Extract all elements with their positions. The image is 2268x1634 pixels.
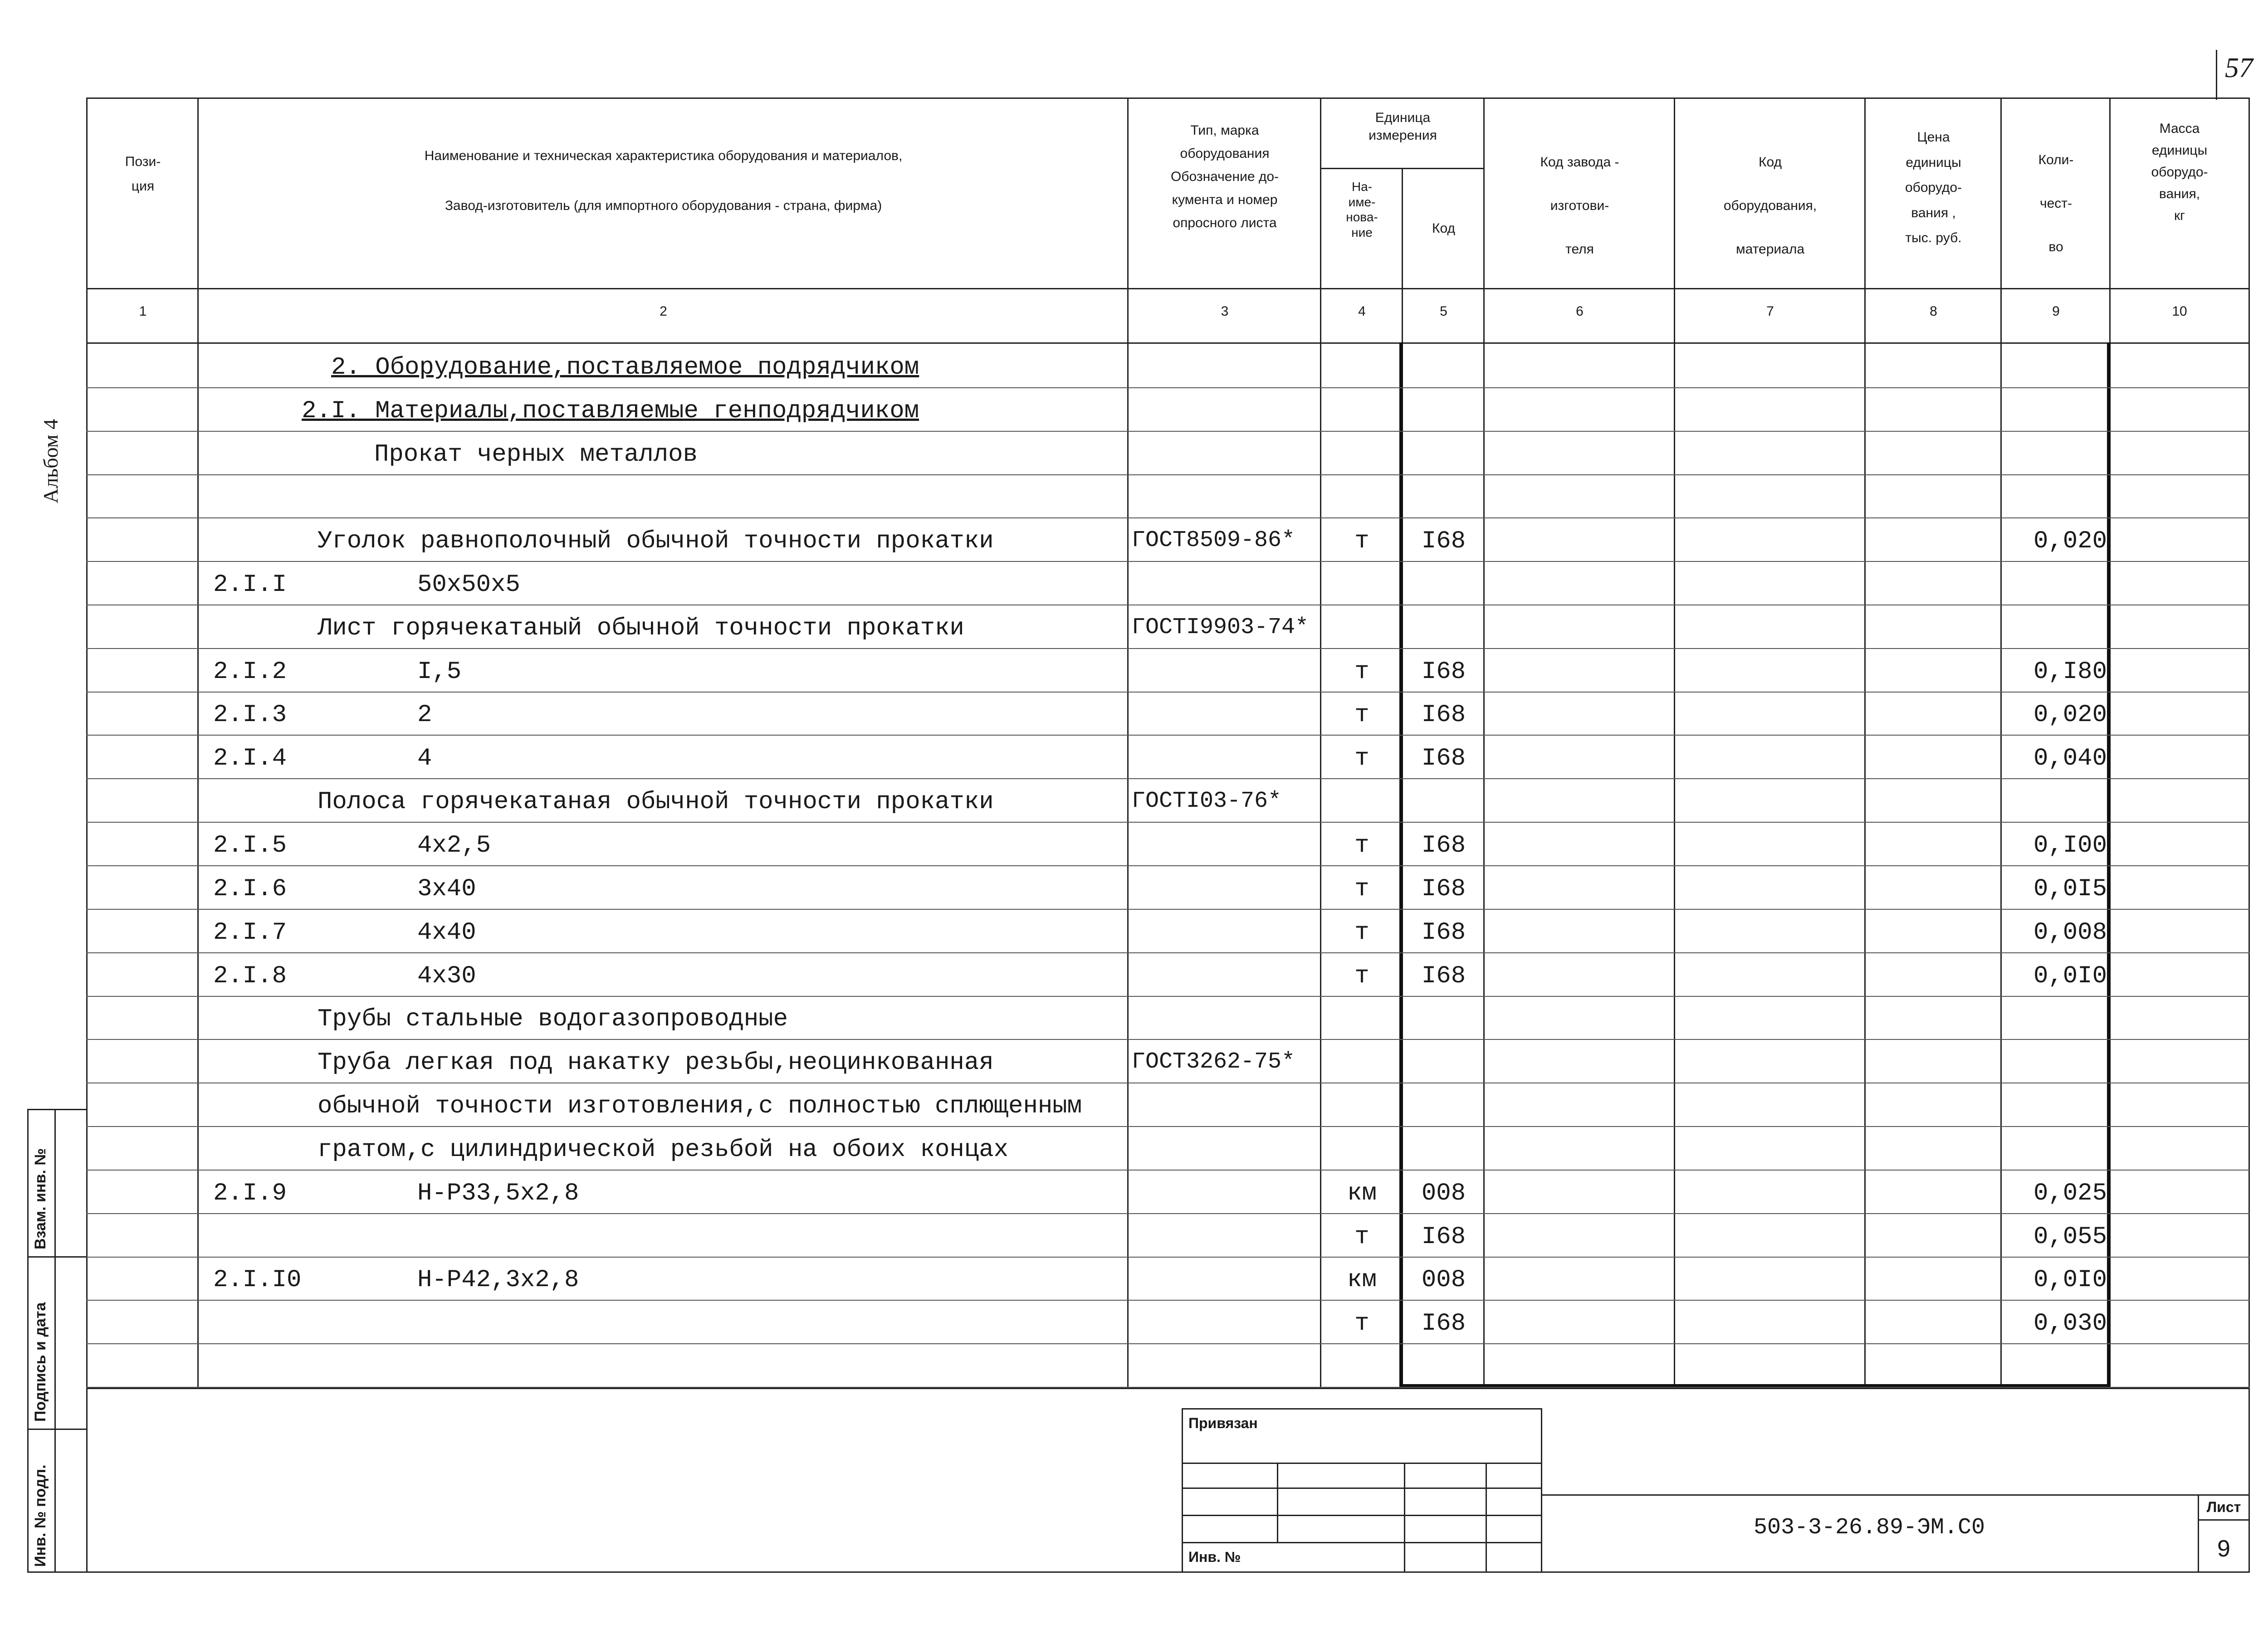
header-bottom-border bbox=[86, 288, 2250, 289]
tb-designation: 503-3-26.89-ЭМ.С0 bbox=[1753, 1515, 1985, 1541]
tb-privyazan: Привязан bbox=[1188, 1415, 1258, 1431]
row-divider bbox=[86, 1300, 2250, 1301]
tb-list-label: Лист bbox=[2206, 1499, 2241, 1515]
stamp-inv-podl: Инв. № подл. bbox=[32, 1464, 49, 1567]
header-col1: Пози- ция bbox=[125, 154, 161, 194]
colnum-10: 10 bbox=[2172, 304, 2187, 319]
tb-right-privyazan bbox=[1541, 1408, 1542, 1571]
row-unit: т bbox=[1354, 527, 1369, 555]
album-label: Альбом 4 bbox=[39, 419, 62, 503]
row-divider bbox=[86, 865, 2250, 866]
row-code: I68 bbox=[1421, 701, 1466, 729]
row-name: гратом,с цилиндрической резьбой на обоих концах bbox=[318, 1136, 1009, 1164]
row-unit: т bbox=[1354, 701, 1369, 729]
row-divider bbox=[86, 1039, 2250, 1040]
tb-list-left bbox=[2198, 1494, 2199, 1571]
row-divider bbox=[86, 1126, 2250, 1127]
stamp-sep-2 bbox=[27, 1429, 86, 1430]
tb-list-number: 9 bbox=[2217, 1536, 2230, 1562]
tb-row-3 bbox=[1182, 1515, 1542, 1516]
row-divider bbox=[86, 431, 2250, 432]
row-code: I68 bbox=[1421, 745, 1466, 772]
row-document: ГОСТI9903-74* bbox=[1132, 615, 1309, 640]
row-position: 2.I.4 bbox=[213, 745, 287, 772]
row-unit: т bbox=[1354, 745, 1369, 772]
tb-list-split bbox=[2198, 1519, 2250, 1521]
row-name: 2 bbox=[417, 701, 432, 729]
row-divider bbox=[86, 996, 2250, 997]
row-document: ГОСТ8509-86* bbox=[1132, 527, 1295, 553]
tb-designation-top bbox=[1541, 1494, 2248, 1496]
header-col7: Код оборудования, материала bbox=[1723, 155, 1817, 257]
row-name: Труба легкая под накатку резьбы,неоцинкованная bbox=[318, 1049, 994, 1077]
row-unit: т bbox=[1354, 919, 1369, 946]
stamp-podpis: Подпись и дата bbox=[32, 1302, 49, 1422]
row-position: 2.I.5 bbox=[213, 832, 287, 859]
colnum-6: 6 bbox=[1576, 304, 1584, 319]
row-divider bbox=[86, 1213, 2250, 1214]
row-name: 4x40 bbox=[417, 919, 476, 946]
stamp-mid-border bbox=[54, 1109, 56, 1573]
header-col5: Код bbox=[1432, 221, 1455, 236]
tb-col-c bbox=[1486, 1463, 1487, 1571]
numbers-row-border bbox=[86, 342, 2250, 344]
row-quantity: 0,0I0 bbox=[2033, 962, 2107, 990]
colnum-9: 9 bbox=[2052, 304, 2060, 319]
row-unit: т bbox=[1354, 658, 1369, 686]
row-divider bbox=[86, 387, 2250, 388]
header-col10: Масса единицы оборудо- вания, кг bbox=[2151, 121, 2208, 223]
col-sep-8 bbox=[2000, 98, 2002, 1389]
row-quantity: 0,025 bbox=[2033, 1180, 2107, 1207]
row-code: I68 bbox=[1421, 962, 1466, 990]
colnum-8: 8 bbox=[1930, 304, 1937, 319]
corner-mark bbox=[2216, 50, 2217, 100]
row-position: 2.I.I bbox=[213, 571, 287, 599]
row-name: Н-Р33,5x2,8 bbox=[417, 1180, 579, 1207]
row-position: 2.I.2 bbox=[213, 658, 287, 686]
row-unit: т bbox=[1354, 1223, 1369, 1251]
col-sep-2 bbox=[1127, 98, 1129, 1389]
unit-group-split bbox=[1320, 168, 1485, 169]
row-divider bbox=[86, 1343, 2250, 1344]
header-col4: На- име- нова- ние bbox=[1346, 180, 1378, 239]
row-name: Трубы стальные водогазопроводные bbox=[318, 1005, 788, 1033]
row-position: 2.I.6 bbox=[213, 875, 287, 903]
row-code: 008 bbox=[1421, 1180, 1466, 1207]
row-name: 3x40 bbox=[417, 875, 476, 903]
row-name: 2.I. Материалы,поставляемые генподрядчиком bbox=[302, 397, 919, 425]
tb-left bbox=[1182, 1408, 1183, 1571]
row-position: 2.I.I0 bbox=[213, 1266, 302, 1294]
row-name: 4x2,5 bbox=[417, 832, 491, 859]
row-code: I68 bbox=[1421, 527, 1466, 555]
row-quantity: 0,020 bbox=[2033, 527, 2107, 555]
row-code: I68 bbox=[1421, 1310, 1466, 1337]
row-divider bbox=[86, 909, 2250, 910]
row-document: ГОСТ3262-75* bbox=[1132, 1049, 1295, 1075]
row-divider bbox=[86, 648, 2250, 649]
col-sep-5 bbox=[1483, 98, 1485, 1389]
row-quantity: 0,I80 bbox=[2033, 658, 2107, 686]
row-name: Уголок равнополочный обычной точности прокатки bbox=[318, 527, 994, 555]
row-quantity: 0,040 bbox=[2033, 745, 2107, 772]
row-divider bbox=[86, 735, 2250, 736]
row-quantity: 0,0I5 bbox=[2033, 875, 2107, 903]
tb-col-b bbox=[1404, 1463, 1405, 1571]
header-col6: Код завода - изготови- теля bbox=[1540, 155, 1619, 257]
colnum-3: 3 bbox=[1221, 304, 1229, 319]
row-divider bbox=[86, 1170, 2250, 1171]
tb-top bbox=[1182, 1408, 1542, 1410]
header-col2-line1: Наименование и техническая характеристика оборудования и материалов, bbox=[424, 148, 903, 163]
tb-col-a bbox=[1277, 1463, 1278, 1542]
row-code: I68 bbox=[1421, 832, 1466, 859]
colnum-2: 2 bbox=[660, 304, 667, 319]
sheet-corner-number: 57 bbox=[2225, 53, 2253, 83]
header-col3: Тип, марка оборудования Обозначение до- кумента и номер опросного листа bbox=[1170, 123, 1279, 230]
row-unit: т bbox=[1354, 875, 1369, 903]
tb-row-4 bbox=[1182, 1542, 1542, 1543]
colnum-1: 1 bbox=[139, 304, 147, 319]
row-code: 008 bbox=[1421, 1266, 1466, 1294]
page-right-border bbox=[2248, 98, 2250, 1573]
row-unit: т bbox=[1354, 832, 1369, 859]
stamp-vzam: Взам. инв. № bbox=[32, 1148, 49, 1249]
row-unit: км bbox=[1347, 1180, 1377, 1207]
row-unit: км bbox=[1347, 1266, 1377, 1294]
row-name: Н-Р42,3x2,8 bbox=[417, 1266, 579, 1294]
row-name: Прокат черных металлов bbox=[374, 441, 698, 468]
row-code: I68 bbox=[1421, 875, 1466, 903]
row-divider bbox=[86, 692, 2250, 693]
row-name: I,5 bbox=[417, 658, 462, 686]
col-sep-6 bbox=[1674, 98, 1675, 1389]
col-sep-4 bbox=[1402, 168, 1403, 288]
row-name: обычной точности изготовления,с полностью сплющенным bbox=[318, 1093, 1082, 1120]
row-divider bbox=[86, 517, 2250, 518]
row-document: ГОСТI03-76* bbox=[1132, 788, 1282, 814]
tb-row-1 bbox=[1182, 1463, 1542, 1464]
row-quantity: 0,055 bbox=[2033, 1223, 2107, 1251]
row-code: I68 bbox=[1421, 919, 1466, 946]
row-divider bbox=[86, 1387, 2250, 1388]
row-quantity: 0,0I0 bbox=[2033, 1266, 2107, 1294]
row-quantity: 0,020 bbox=[2033, 701, 2107, 729]
row-position: 2.I.9 bbox=[213, 1180, 287, 1207]
stamp-top bbox=[27, 1109, 86, 1110]
row-name: 50x50x5 bbox=[417, 571, 520, 599]
stamp-left-border bbox=[27, 1109, 29, 1573]
header-unit-group: Единица измерения bbox=[1369, 110, 1437, 143]
page-left-border bbox=[86, 98, 88, 1573]
col-sep-7 bbox=[1864, 98, 1866, 1389]
row-divider bbox=[86, 474, 2250, 475]
row-unit: т bbox=[1354, 962, 1369, 990]
row-divider bbox=[86, 778, 2250, 779]
row-name: 2. Оборудование,поставляемое подрядчиком bbox=[331, 354, 919, 381]
tb-row-2 bbox=[1182, 1488, 1542, 1489]
row-quantity: 0,030 bbox=[2033, 1310, 2107, 1337]
page-bottom-border bbox=[27, 1571, 2250, 1573]
col-sep-3 bbox=[1320, 98, 1321, 1389]
table-bottom-border bbox=[86, 1388, 2250, 1389]
row-divider bbox=[86, 822, 2250, 823]
row-divider bbox=[86, 561, 2250, 562]
row-position: 2.I.3 bbox=[213, 701, 287, 729]
row-quantity: 0,I00 bbox=[2033, 832, 2107, 859]
header-col9: Коли- чест- во bbox=[2038, 152, 2074, 254]
row-divider bbox=[86, 952, 2250, 953]
stamp-sep-1 bbox=[27, 1256, 86, 1258]
row-code: I68 bbox=[1421, 1223, 1466, 1251]
header-col8: Цена единицы оборудо- вания , тыс. руб. bbox=[1905, 130, 1962, 245]
header-col2-line2: Завод-изготовитель (для импортного оборудования - страна, фирма) bbox=[445, 198, 882, 213]
row-name: 4x30 bbox=[417, 962, 476, 990]
row-position: 2.I.8 bbox=[213, 962, 287, 990]
colnum-5: 5 bbox=[1440, 304, 1447, 319]
tb-inv-no: Инв. № bbox=[1188, 1549, 1241, 1565]
row-divider bbox=[86, 1257, 2250, 1258]
row-quantity: 0,008 bbox=[2033, 919, 2107, 946]
row-unit: т bbox=[1354, 1310, 1369, 1337]
row-position: 2.I.7 bbox=[213, 919, 287, 946]
colnum-4: 4 bbox=[1358, 304, 1366, 319]
row-name: Полоса горячекатаная обычной точности прокатки bbox=[318, 788, 994, 816]
col-sep-1 bbox=[197, 98, 199, 1389]
row-name: Лист горячекатаный обычной точности прокатки bbox=[318, 615, 964, 642]
table-top-border bbox=[86, 98, 2250, 99]
row-name: 4 bbox=[417, 745, 432, 772]
colnum-7: 7 bbox=[1766, 304, 1774, 319]
row-code: I68 bbox=[1421, 658, 1466, 686]
